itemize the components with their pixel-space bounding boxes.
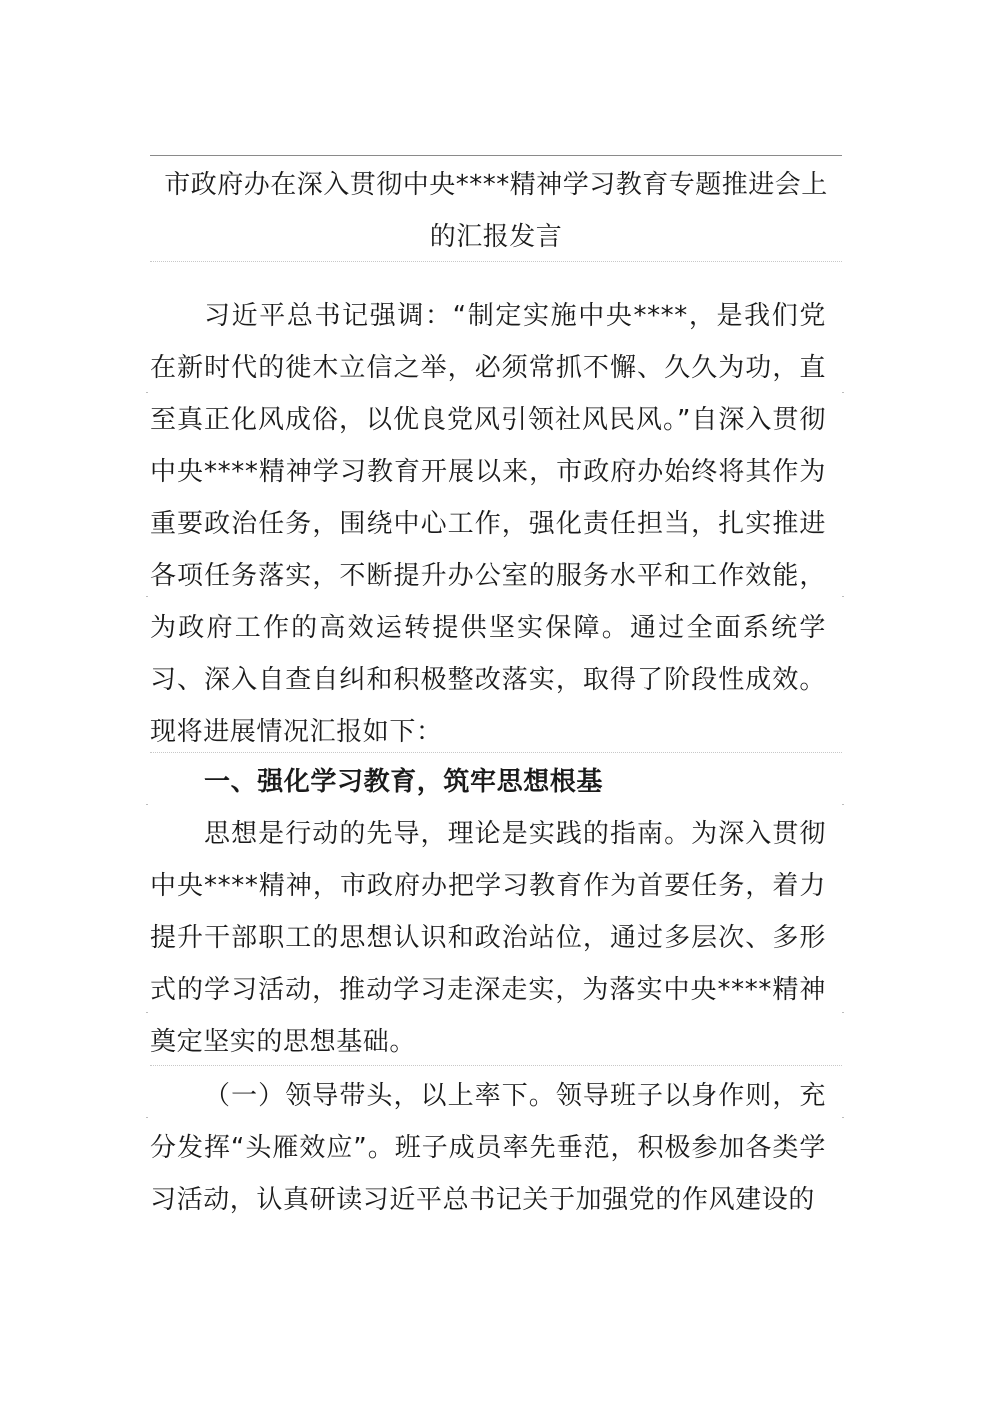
intro-paragraph: 习近平总书记强调：“制定实施中央****，是我们党在新时代的徙木立信之举，必须常抓不懈、久久为功，直至真正化风成俗，以优良党风引领社风民风。”自深入贯彻中央****精神学习教育开展以来，市政府办始终将其作为重要政治任务，围绕中心工作，强化责任担当，扎实推进各项任务落实，不断提升办公室的服务水平和工作效能，为政府工作的高效运转提供坚实保障。通过全面系统学习、深入自查自纠和积极整改落实，取得了阶段性成效。现将进展情况汇报如下：: [150, 301, 826, 747]
title-top-rule: [150, 155, 842, 156]
section-1-paragraph: 思想是行动的先导，理论是实践的指南。为深入贯彻中央****精神，市政府办把学习教育作为首要任务，着力提升干部职工的思想认识和政治站位，通过多层次、多形式的学习活动，推动学习走深走实，为落实中央****精神奠定坚实的思想基础。: [150, 819, 826, 1057]
margin-mark: [842, 804, 844, 805]
document-title-line-2: 的汇报发言: [429, 222, 563, 252]
margin-mark: [842, 392, 844, 393]
paragraph-divider: [150, 1065, 842, 1066]
subsection-1-paragraph: （一）领导带头，以上率下。领导班子以身作则，充分发挥“头雁效应”。班子成员率先垂范，积极参加各类学习活动，认真研读习近平总书记关于加强党的作风建设的: [150, 1081, 826, 1215]
margin-mark: [146, 596, 148, 597]
title-bottom-rule: [150, 261, 842, 262]
margin-mark: [842, 1012, 844, 1013]
margin-mark: [842, 596, 844, 597]
margin-mark: [842, 1117, 844, 1118]
margin-mark: [146, 1012, 148, 1013]
margin-mark: [146, 392, 148, 393]
document-title-line-1: 市政府办在深入贯彻中央****精神学习教育专题推进会上: [164, 170, 828, 200]
section-1-heading: 一、强化学习教育，筑牢思想根基: [204, 767, 604, 797]
margin-mark: [146, 804, 148, 805]
margin-mark: [146, 1117, 148, 1118]
section-divider: [150, 752, 842, 753]
